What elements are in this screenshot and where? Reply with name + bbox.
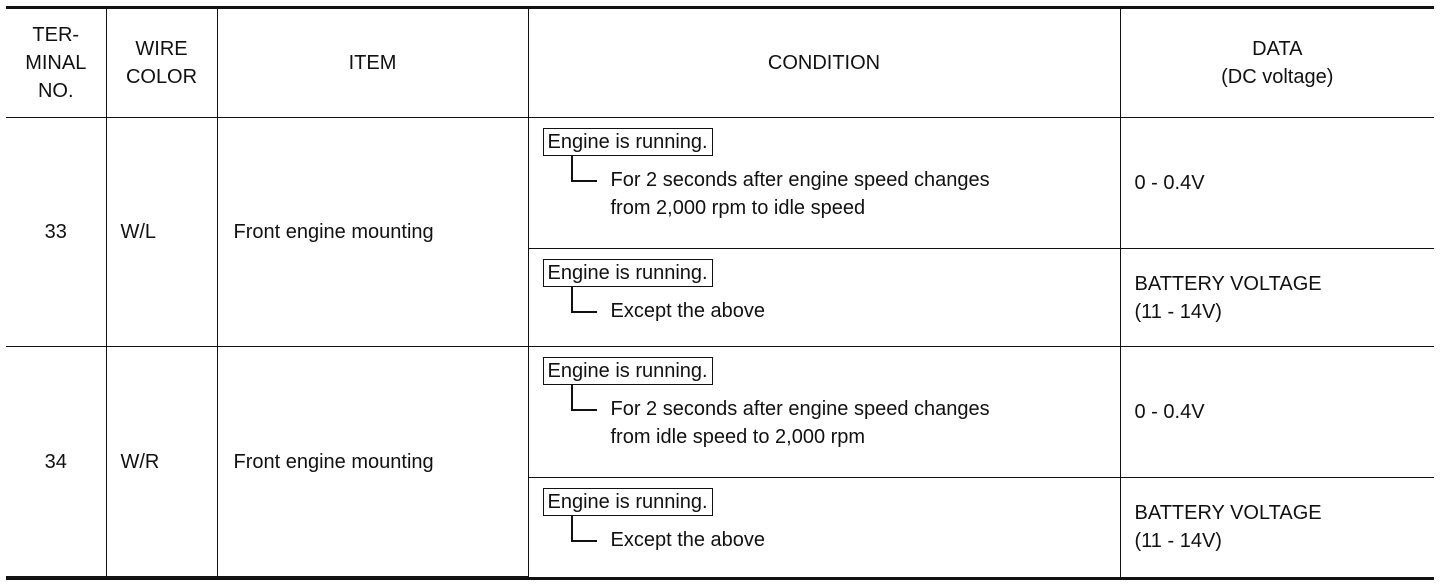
condition-state-box: Engine is running.: [543, 128, 713, 156]
header-wire-color: WIRE COLOR: [106, 9, 217, 118]
data-value: BATTERY VOLTAGE (11 - 14V): [1120, 248, 1434, 347]
data-value: BATTERY VOLTAGE (11 - 14V): [1120, 478, 1434, 577]
data-value: 0 - 0.4V: [1120, 347, 1434, 478]
wire-color: W/L: [106, 118, 217, 347]
elbow-connector-icon: [571, 156, 597, 182]
table-row: [6, 347, 1434, 478]
condition-detail: For 2 seconds after engine speed changes from 2,000 rpm to idle speed: [571, 166, 1120, 222]
terminal-data-table-frame: [6, 6, 1434, 580]
condition-detail: Except the above: [571, 526, 1120, 554]
condition-cell: [528, 248, 1120, 347]
elbow-connector-icon: [571, 516, 597, 542]
header-terminal-no: TER- MINAL NO.: [6, 9, 106, 118]
condition-cell: [528, 118, 1120, 249]
elbow-connector-icon: [571, 385, 597, 411]
condition-state-box: Engine is running.: [543, 259, 713, 287]
header-data: DATA (DC voltage): [1120, 9, 1434, 118]
elbow-connector-icon: [571, 287, 597, 313]
wire-color: W/R: [106, 347, 217, 577]
terminal-number: 34: [6, 347, 106, 577]
item-name: Front engine mounting: [217, 347, 528, 577]
table-row: [6, 118, 1434, 249]
item-name: Front engine mounting: [217, 118, 528, 347]
data-value: 0 - 0.4V: [1120, 118, 1434, 249]
condition-detail: For 2 seconds after engine speed changes from idle speed to 2,000 rpm: [571, 395, 1120, 451]
header-condition: CONDITION: [528, 9, 1120, 118]
condition-state-box: Engine is running.: [543, 357, 713, 385]
terminal-number: 33: [6, 118, 106, 347]
header-row: [6, 9, 1434, 118]
condition-cell: [528, 478, 1120, 577]
header-item: ITEM: [217, 9, 528, 118]
condition-cell: [528, 347, 1120, 478]
condition-state-box: Engine is running.: [543, 488, 713, 516]
condition-detail: Except the above: [571, 297, 1120, 325]
terminal-data-table: [6, 9, 1434, 577]
